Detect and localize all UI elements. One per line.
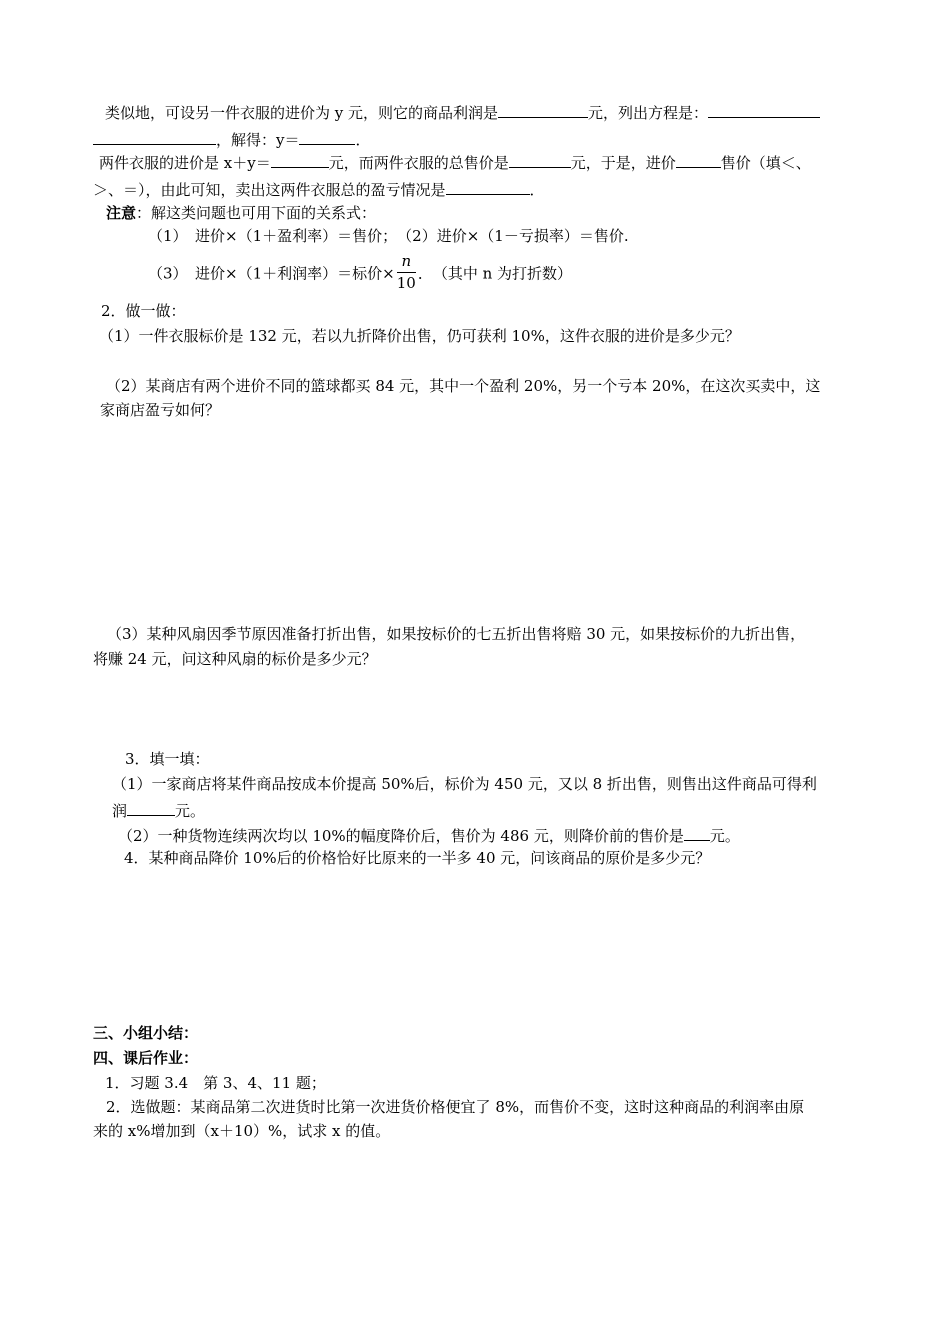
question-text: （2）某商店有两个进价不同的篮球都买 84 元，其中一个盈利 20%，另一个亏本 20%，在这次买卖中，这	[106, 377, 821, 395]
answer-blank[interactable]	[676, 153, 721, 168]
question	[106, 379, 820, 394]
answer-blank[interactable]	[708, 103, 820, 118]
homework-text: 1．习题 3.4 第 3、4、11 题；	[105, 1074, 326, 1092]
question-text: 4．某种商品降价 10%后的价格恰好比原来的一半多 40 元，问该商品的原价是多少元？	[124, 849, 711, 867]
note-label: 注意	[106, 204, 137, 222]
answer-blank[interactable]	[299, 130, 355, 145]
text: ．	[355, 131, 371, 149]
question	[100, 403, 220, 418]
question-text: 将赚 24 元，问这种风扇的标价是多少元？	[93, 650, 377, 668]
text: 两件衣服的进价是 x＋y＝	[99, 154, 271, 172]
question	[107, 627, 805, 642]
text: 类似地，可设另一件衣服的进价为 y 元，则它的商品利润是	[105, 104, 499, 122]
formula-text: （3） 进价×（1＋利润率）＝标价×	[148, 264, 395, 283]
text: 售价（填＜、	[720, 154, 811, 172]
answer-blank[interactable]	[509, 153, 571, 168]
paragraph-line	[99, 153, 811, 171]
section-title	[93, 1051, 198, 1066]
section-heading	[125, 752, 210, 767]
text: ，解得：y＝	[216, 131, 300, 149]
question	[93, 652, 377, 667]
paragraph-line	[93, 180, 545, 198]
homework-text: 来的 x%增加到（x＋10）%，试求 x 的值。	[93, 1122, 391, 1140]
text: 元，列出方程是：	[588, 104, 709, 122]
fraction-numerator: n	[397, 254, 416, 273]
question-text: 元。	[709, 827, 740, 845]
homework-text: 2．选做题：某商品第二次进货时比第一次进货价格便宜了 8%，而售价不变，这时这种商品的利润率由原	[106, 1098, 805, 1116]
question	[99, 329, 740, 344]
homework-item	[93, 1124, 390, 1139]
paragraph-line	[105, 103, 820, 121]
question	[118, 826, 740, 844]
section-heading	[101, 304, 186, 319]
question-text: （2）一种货物连续两次均以 10%的幅度降价后，售价为 486 元，则降价前的售价是	[118, 827, 684, 845]
answer-blank[interactable]	[93, 130, 216, 145]
paragraph-line	[93, 130, 371, 148]
homework-item	[106, 1100, 804, 1115]
note-line	[106, 206, 376, 221]
answer-blank[interactable]	[498, 103, 588, 118]
section-title-text: 四、课后作业：	[93, 1049, 199, 1067]
answer-blank[interactable]	[271, 153, 329, 168]
text: ＞、＝），由此可知，卖出这两件衣服总的盈亏情况是	[93, 181, 446, 199]
question-text: 润	[112, 802, 128, 820]
heading-text: 3．填一填：	[125, 750, 210, 768]
formula-line	[148, 252, 573, 293]
fraction-denominator: 10	[396, 274, 416, 292]
heading-text: 2．做一做：	[101, 302, 186, 320]
answer-blank[interactable]	[684, 826, 710, 841]
text: ：解这类问题也可用下面的关系式：	[136, 204, 377, 222]
text: 元，于是，进价	[570, 154, 676, 172]
question	[124, 851, 710, 866]
question-text: 家商店盈亏如何？	[100, 401, 221, 419]
formula-text: （1） 进价×（1＋盈利率）＝售价； （2）进价×（1－亏损率）＝售价.	[148, 227, 629, 245]
question-text: （3）某种风扇因季节原因准备打折出售，如果按标价的七五折出售将赔 30 元，如果按标价的九折出售，	[107, 625, 806, 643]
question	[112, 801, 205, 819]
section-title	[93, 1026, 198, 1041]
formula-line	[148, 229, 629, 244]
answer-blank[interactable]	[127, 801, 175, 816]
fraction	[397, 254, 416, 291]
homework-item	[105, 1076, 326, 1091]
question-text: （1）一件衣服标价是 132 元，若以九折降价出售，仍可获利 10%，这件衣服的进价是多少元？	[99, 327, 740, 345]
text: 元，而两件衣服的总售价是	[328, 154, 509, 172]
formula-text: ． （其中 n 为打折数）	[417, 264, 573, 283]
section-title-text: 三、小组小结：	[93, 1024, 199, 1042]
text: ．	[529, 181, 545, 199]
answer-blank[interactable]	[446, 180, 530, 195]
question-text: （1）一家商店将某件商品按成本价提高 50%后，标价为 450 元，又以 8 折出售，则售出这件商品可得利	[112, 775, 817, 793]
question-text: 元。	[175, 802, 206, 820]
question	[112, 777, 817, 792]
